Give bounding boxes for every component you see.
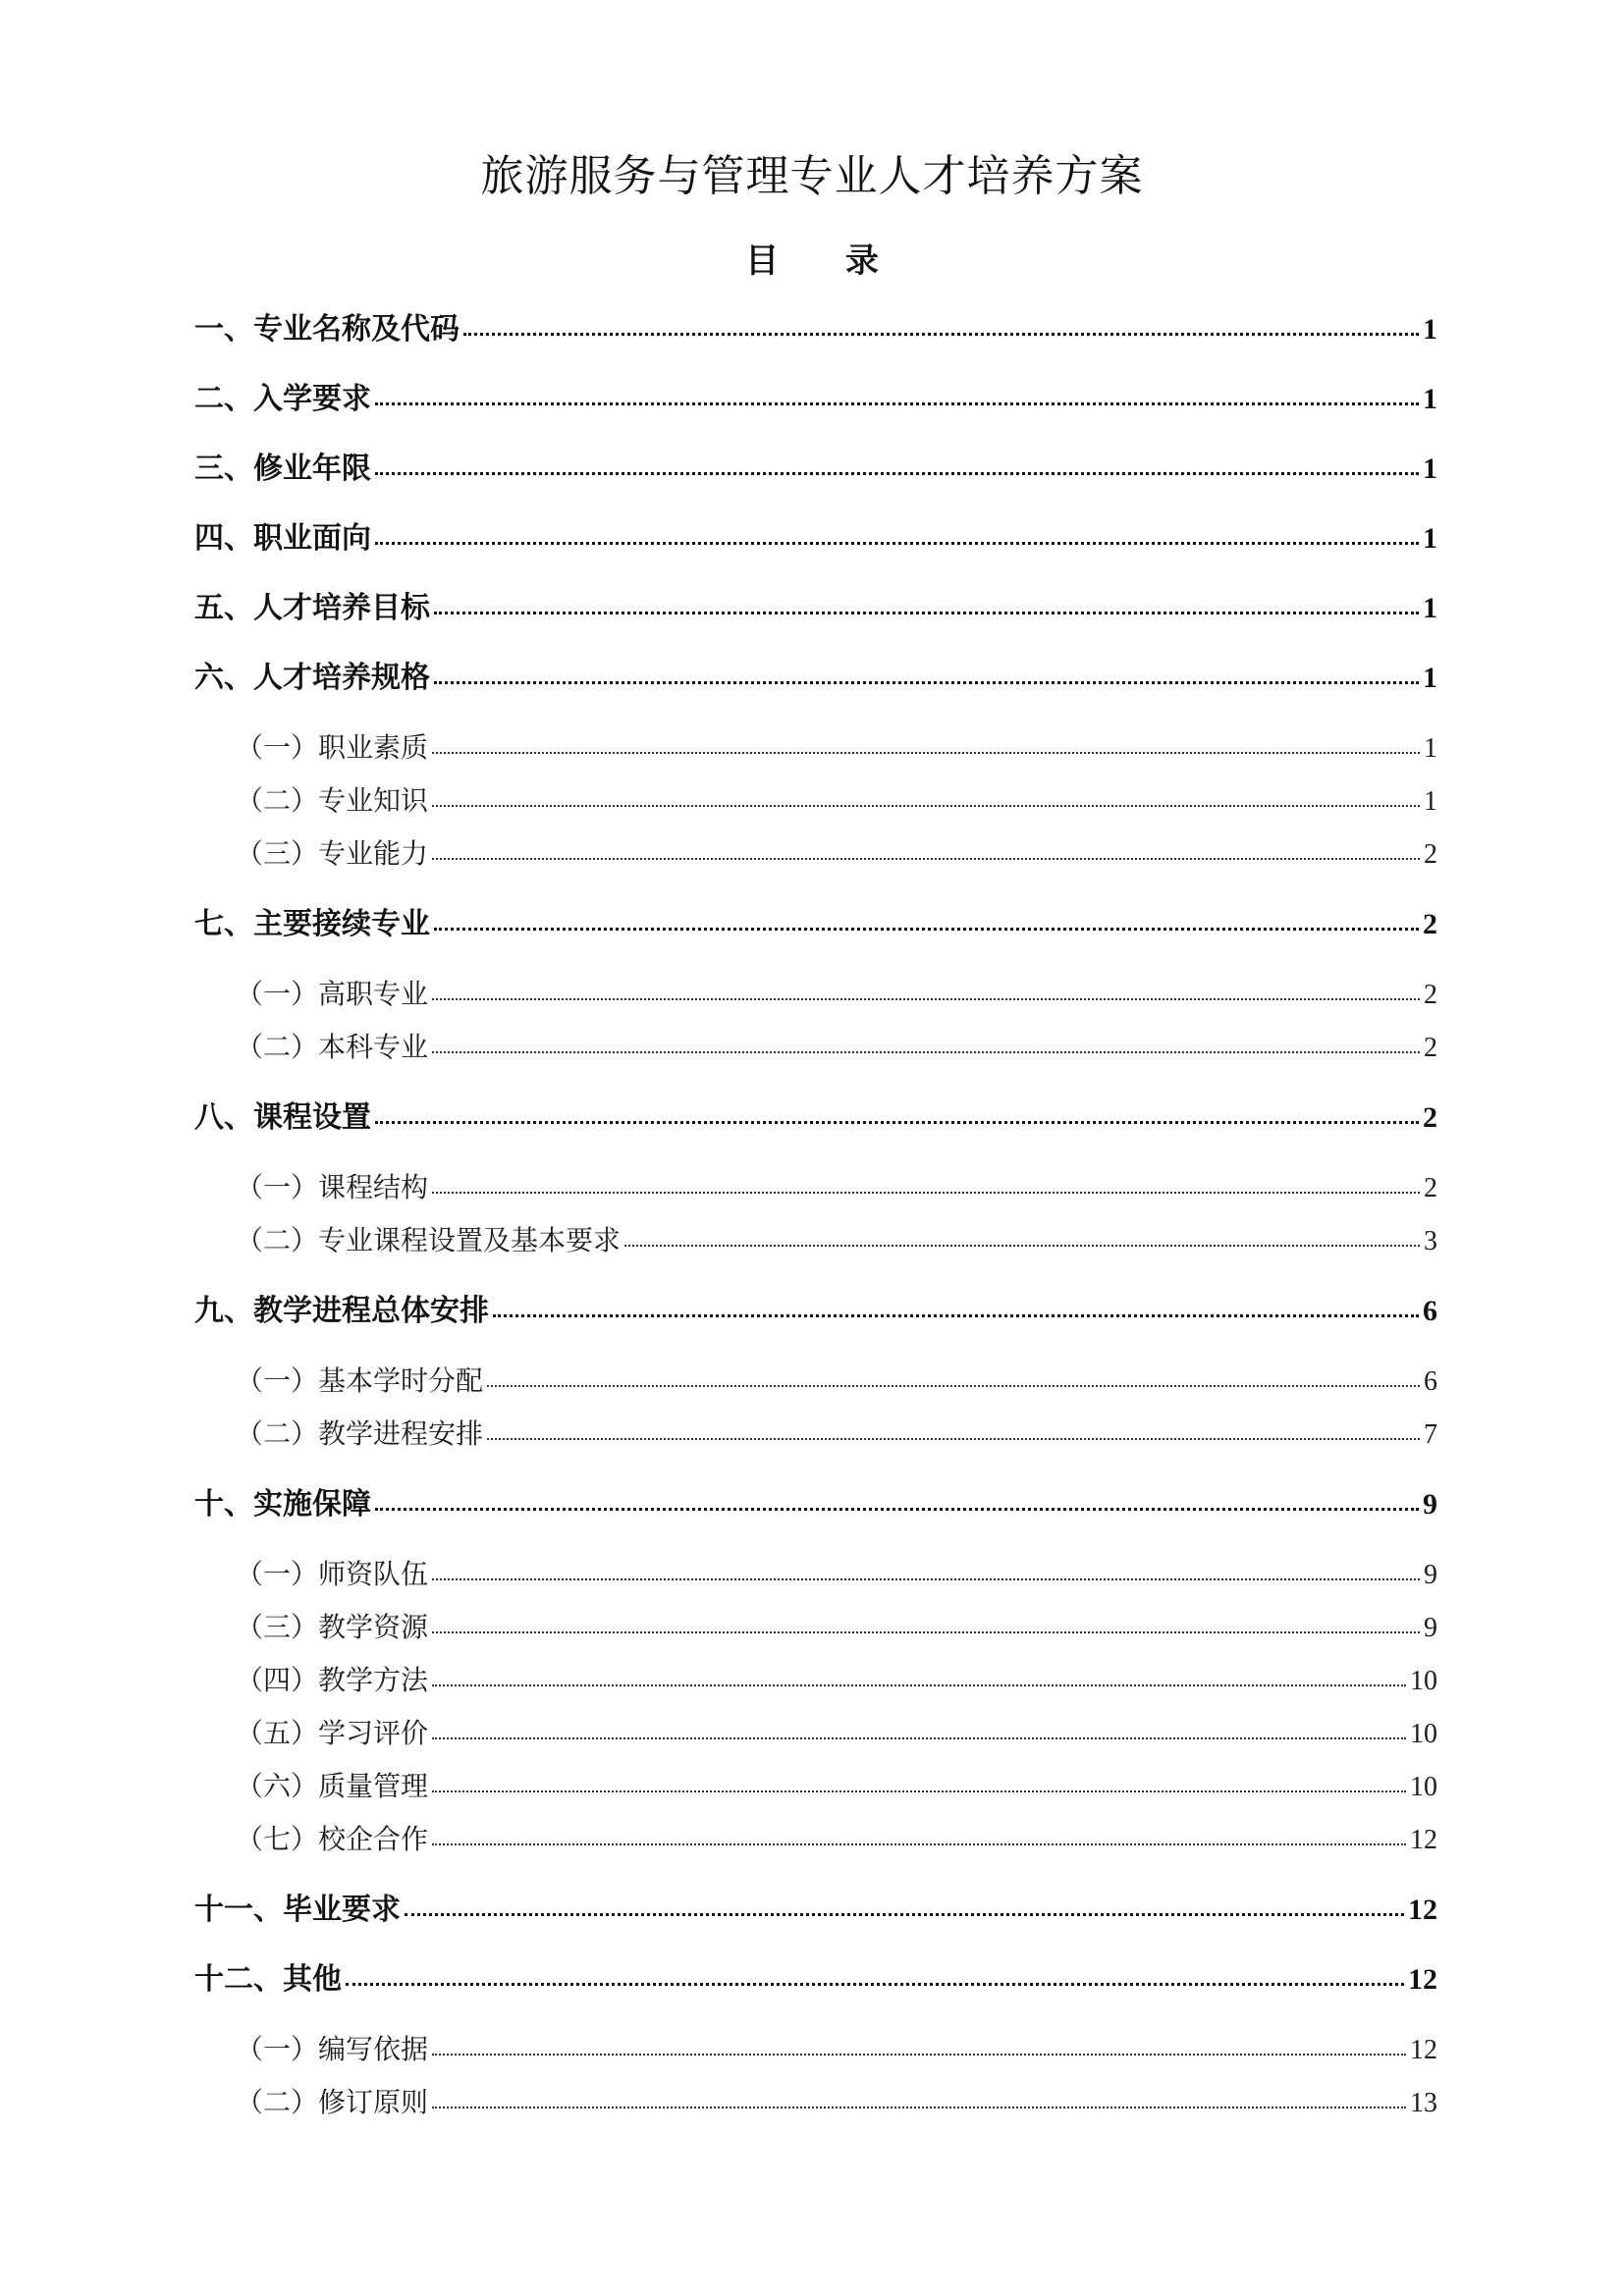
toc-dot-leader	[375, 542, 1419, 545]
toc-entry[interactable]	[194, 1891, 1437, 1930]
document-title: 旅游服务与管理专业人才培养方案	[480, 151, 1144, 201]
toc-subentry-page: 10	[1410, 1719, 1437, 1749]
toc-entry-page: 9	[1423, 1488, 1437, 1521]
toc-entry-label: 五、人才培养目标	[194, 591, 430, 625]
toc-dot-leader	[624, 1245, 1420, 1247]
toc-entry-page: 1	[1423, 592, 1437, 624]
toc-entry[interactable]	[194, 589, 1437, 628]
toc-entry-label: 十一、毕业要求	[194, 1893, 401, 1927]
toc-subentry[interactable]	[194, 1169, 1437, 1207]
toc-subentry[interactable]	[194, 2084, 1437, 2122]
toc-dot-leader	[432, 1192, 1420, 1194]
toc-dot-leader	[432, 2054, 1406, 2056]
toc-subentry[interactable]	[194, 1609, 1437, 1647]
toc-dot-leader	[432, 805, 1420, 807]
toc-dot-leader	[487, 1385, 1420, 1387]
toc-subentry-label: （七）校企合作	[236, 1823, 429, 1855]
toc-entry-label: 九、教学进程总体安排	[194, 1294, 489, 1328]
toc-entry-page: 2	[1423, 1101, 1437, 1134]
toc-entry[interactable]	[194, 1098, 1437, 1138]
toc-entry-page: 12	[1408, 1963, 1437, 1996]
toc-subentry[interactable]	[194, 976, 1437, 1014]
toc-entry-page: 2	[1423, 908, 1437, 940]
toc-dot-leader	[375, 1508, 1419, 1511]
toc-subentry-page: 6	[1424, 1366, 1437, 1397]
toc-dot-leader	[432, 752, 1420, 754]
toc-subentry[interactable]	[194, 1222, 1437, 1260]
toc-subentry-page: 12	[1410, 2035, 1437, 2065]
toc-subentry-page: 1	[1424, 786, 1437, 817]
toc-dot-leader	[375, 1121, 1419, 1124]
toc-subentry-label: （二）专业课程设置及基本要求	[236, 1224, 622, 1256]
toc-subentry[interactable]	[194, 729, 1437, 768]
toc-entry-label: 三、修业年限	[194, 452, 371, 486]
toc-subentry[interactable]	[194, 2031, 1437, 2069]
toc-dot-leader	[434, 681, 1419, 684]
toc-subentry[interactable]	[194, 1768, 1437, 1806]
toc-entry-label: 十二、其他	[194, 1962, 342, 1997]
toc-entry-page: 1	[1423, 383, 1437, 415]
toc-subentry-page: 10	[1410, 1772, 1437, 1802]
toc-subentry[interactable]	[194, 835, 1437, 874]
toc-subentry[interactable]	[194, 782, 1437, 821]
toc-entry-label: 十、实施保障	[194, 1487, 371, 1522]
toc-dot-leader	[434, 928, 1419, 931]
toc-entry[interactable]	[194, 1292, 1437, 1331]
toc-subentry-page: 3	[1424, 1226, 1437, 1256]
toc-dot-leader	[432, 1843, 1406, 1845]
toc-subentry[interactable]	[194, 1821, 1437, 1859]
toc-entry-label: 二、入学要求	[194, 382, 371, 416]
toc-subentry-label: （二）本科专业	[236, 1031, 429, 1063]
toc-subentry[interactable]	[194, 1556, 1437, 1594]
toc-subentry-label: （三）专业能力	[236, 837, 429, 870]
toc-subentry-label: （一）基本学时分配	[236, 1364, 484, 1397]
toc-entry-page: 1	[1423, 313, 1437, 346]
toc-dot-leader	[432, 858, 1420, 860]
toc-subentry[interactable]	[194, 1029, 1437, 1067]
toc-subentry[interactable]	[194, 1715, 1437, 1753]
toc-entry[interactable]	[194, 519, 1437, 559]
toc-dot-leader	[405, 1913, 1404, 1916]
toc-subentry-label: （五）学习评价	[236, 1717, 429, 1749]
toc-subentry-page: 9	[1424, 1613, 1437, 1643]
toc-dot-leader	[375, 472, 1419, 475]
toc-subentry-page: 2	[1424, 1033, 1437, 1063]
toc-entry[interactable]	[194, 310, 1437, 349]
toc-subentry-page: 12	[1410, 1825, 1437, 1855]
toc-subentry-label: （一）职业素质	[236, 731, 429, 764]
toc-entry-page: 1	[1423, 662, 1437, 694]
toc-dot-leader	[463, 333, 1419, 336]
toc-entry-page: 6	[1423, 1295, 1437, 1327]
toc-dot-leader	[432, 1790, 1406, 1792]
toc-dot-leader	[487, 1438, 1420, 1440]
toc-entry-page: 1	[1423, 522, 1437, 555]
toc-subentry-page: 9	[1424, 1560, 1437, 1590]
toc-subentry-label: （四）教学方法	[236, 1664, 429, 1696]
toc-subentry-page: 1	[1424, 733, 1437, 764]
toc-dot-leader	[432, 2107, 1406, 2109]
toc-entry-label: 一、专业名称及代码	[194, 312, 460, 347]
toc-dot-leader	[432, 1051, 1420, 1053]
toc-entry-label: 六、人才培养规格	[194, 661, 430, 695]
toc-entry[interactable]	[194, 380, 1437, 419]
toc-heading: 目 录	[745, 241, 906, 281]
toc-subentry-label: （一）高职专业	[236, 978, 429, 1010]
toc-subentry-label: （二）修订原则	[236, 2086, 429, 2118]
toc-entry-label: 八、课程设置	[194, 1100, 371, 1135]
toc-subentry-label: （一）课程结构	[236, 1171, 429, 1203]
toc-entry[interactable]	[194, 450, 1437, 489]
toc-dot-leader	[493, 1314, 1419, 1317]
toc-dot-leader	[432, 1684, 1406, 1686]
toc-subentry-label: （二）教学进程安排	[236, 1417, 484, 1450]
toc-subentry[interactable]	[194, 1415, 1437, 1454]
toc-subentry-label: （三）教学资源	[236, 1611, 429, 1643]
toc-dot-leader	[432, 1737, 1406, 1739]
toc-subentry-label: （六）质量管理	[236, 1770, 429, 1802]
toc-entry-page: 12	[1408, 1894, 1437, 1926]
toc-entry[interactable]	[194, 659, 1437, 698]
toc-subentry[interactable]	[194, 1662, 1437, 1700]
toc-dot-leader	[346, 1983, 1404, 1986]
toc-subentry-label: （二）专业知识	[236, 784, 429, 817]
toc-dot-leader	[432, 1578, 1420, 1580]
toc-entry[interactable]	[194, 905, 1437, 944]
toc-entry-label: 四、职业面向	[194, 521, 371, 556]
toc-entry-page: 1	[1423, 453, 1437, 485]
toc-dot-leader	[432, 1631, 1420, 1633]
toc-subentry-label: （一）师资队伍	[236, 1558, 429, 1590]
toc-subentry[interactable]	[194, 1362, 1437, 1401]
toc-subentry-label: （一）编写依据	[236, 2033, 429, 2065]
toc-subentry-page: 2	[1424, 1173, 1437, 1203]
toc-entry[interactable]	[194, 1485, 1437, 1524]
toc-subentry-page: 2	[1424, 839, 1437, 870]
toc-entry-label: 七、主要接续专业	[194, 907, 430, 941]
toc-entry[interactable]	[194, 1960, 1437, 2000]
toc-dot-leader	[432, 998, 1420, 1000]
toc-subentry-page: 2	[1424, 980, 1437, 1010]
toc-subentry-page: 13	[1410, 2088, 1437, 2118]
toc-subentry-page: 10	[1410, 1666, 1437, 1696]
toc-dot-leader	[375, 402, 1419, 405]
toc-dot-leader	[434, 612, 1419, 614]
toc-subentry-page: 7	[1424, 1419, 1437, 1450]
